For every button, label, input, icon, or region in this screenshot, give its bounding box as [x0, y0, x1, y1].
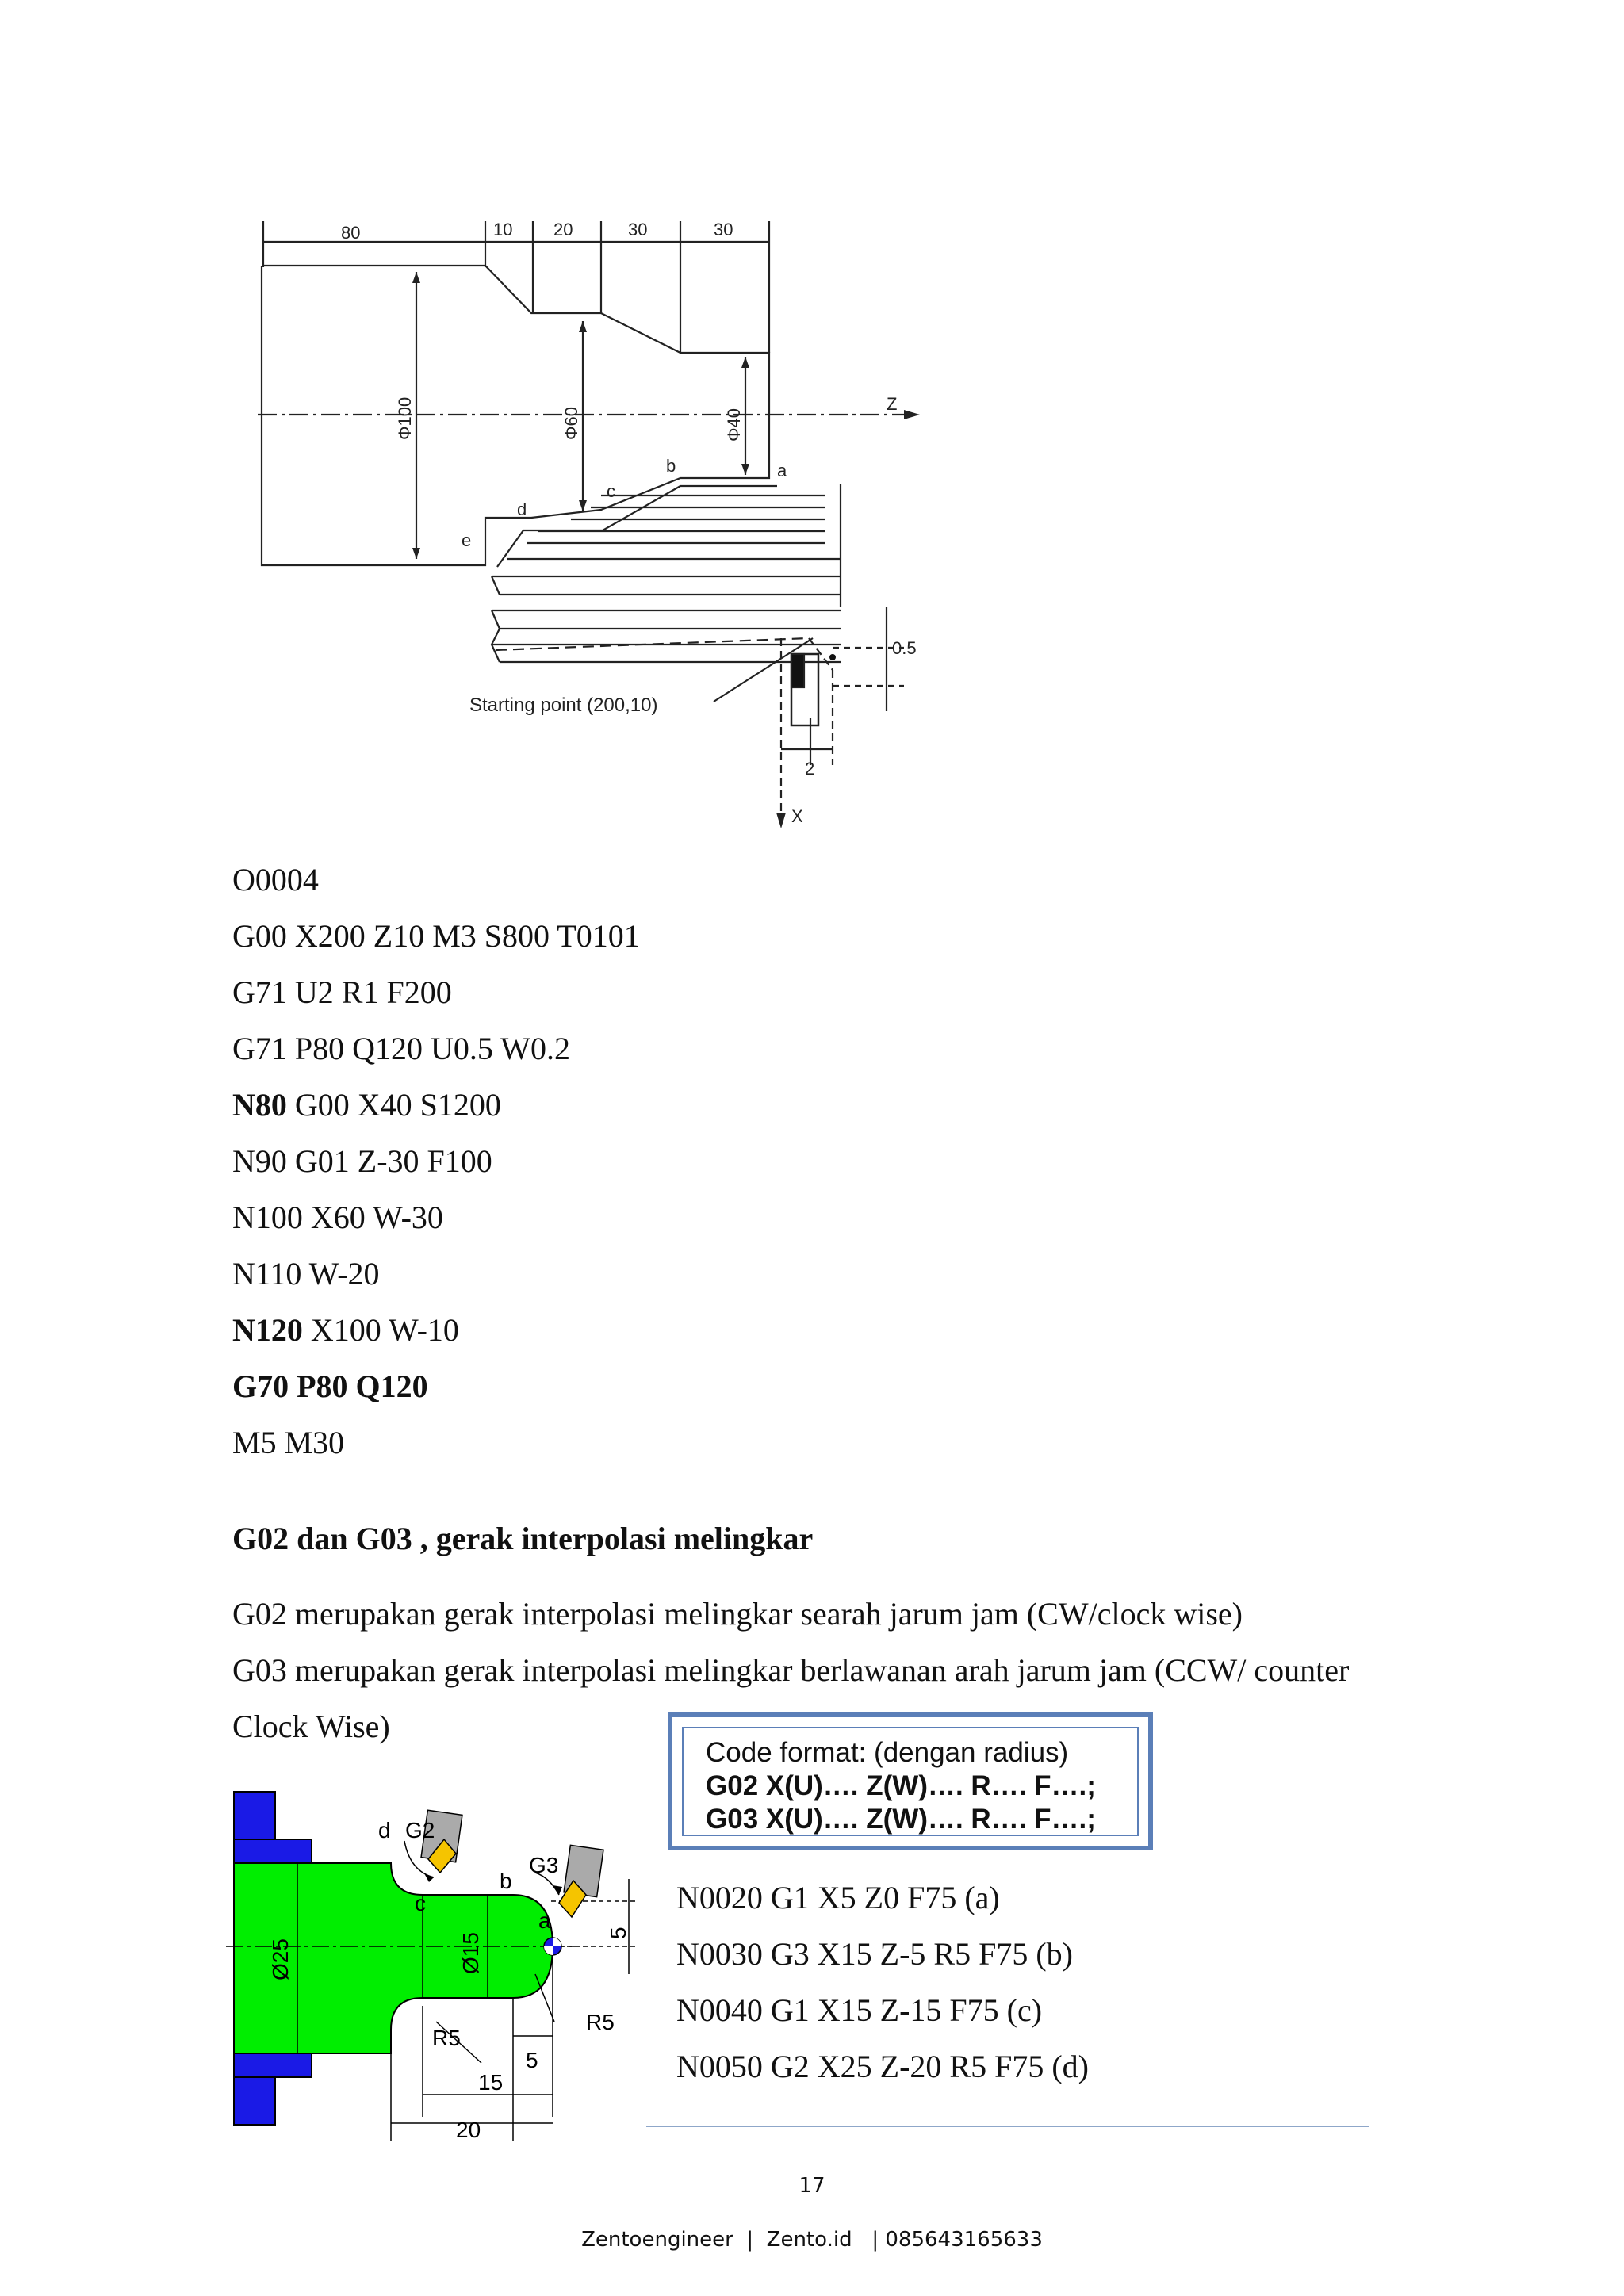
program-line: N120 X100 W-10 — [232, 1312, 459, 1348]
program-line: G00 X200 Z10 M3 S800 T0101 — [232, 918, 640, 954]
program-line: N90 G01 Z-30 F100 — [232, 1143, 492, 1179]
g2-label: G2 — [405, 1818, 435, 1843]
axis-x: X — [791, 806, 803, 826]
axis-z: Z — [887, 394, 898, 414]
dia-15-label: Ø15 — [458, 1932, 483, 1974]
example-list — [676, 1879, 1089, 2086]
program-line: G71 P80 Q120 U0.5 W0.2 — [232, 1031, 570, 1066]
dim-0-5: 0.5 — [892, 638, 917, 658]
footer-contact: Zentoengineer | Zento.id | 085643165633 — [581, 2228, 1043, 2252]
radius-label-2: R5 — [586, 2010, 615, 2034]
paragraph-line-3: Clock Wise) — [232, 1709, 390, 1744]
dia-25-label: Ø25 — [268, 1938, 293, 1980]
dim-5-vertical: 5 — [606, 1927, 630, 1939]
finish-contour — [497, 486, 777, 567]
program-line: G71 U2 R1 F200 — [232, 974, 452, 1010]
paragraph-line-2: G03 merupakan gerak interpolasi melingkar berlawanan arah jarum jam (CCW/ counter — [232, 1652, 1350, 1688]
g3-label: G3 — [529, 1853, 559, 1877]
g71-turning-drawing — [222, 210, 952, 836]
g02-g03-drawing — [226, 1784, 654, 2149]
section-heading: G02 dan G03 , gerak interpolasi melingkar — [232, 1521, 814, 1556]
dim-30a: 30 — [628, 220, 648, 239]
point-d-label: d — [378, 1818, 391, 1843]
code-format-g02: G02 X(U)…. Z(W)…. R…. F….; — [706, 1770, 1096, 1801]
program-line: N80 G00 X40 S1200 — [232, 1087, 501, 1123]
dim-80: 80 — [341, 223, 361, 243]
radius-label-1: R5 — [432, 2026, 461, 2050]
point-c-label: c — [415, 1891, 426, 1915]
dia-40: Φ40 — [724, 408, 744, 442]
code-format-box — [668, 1712, 1153, 1850]
dim-2: 2 — [805, 759, 815, 779]
dia-60: Φ60 — [561, 406, 581, 440]
point-c: c — [607, 481, 615, 501]
dia-100: Φ100 — [395, 396, 415, 440]
example-line: N0020 G1 X5 Z0 F75 (a) — [676, 1880, 1000, 1915]
tool-g3 — [559, 1845, 603, 1917]
program-line: N100 X60 W-30 — [232, 1200, 443, 1235]
point-e: e — [462, 530, 472, 550]
example-line: N0040 G1 X15 Z-15 F75 (c) — [676, 1992, 1043, 2028]
dim-15-label: 15 — [478, 2070, 504, 2095]
program-line: G70 P80 Q120 — [232, 1368, 428, 1404]
example-line: N0030 G3 X15 Z-5 R5 F75 (b) — [676, 1936, 1073, 1972]
dim-20: 20 — [553, 220, 573, 239]
code-format-g03: G03 X(U)…. Z(W)…. R…. F….; — [706, 1804, 1096, 1835]
example-line: N0050 G2 X25 Z-20 R5 F75 (d) — [676, 2049, 1089, 2084]
program-line: N110 W-20 — [232, 1256, 380, 1292]
program-line: O0004 — [232, 862, 319, 897]
code-format-title: Code format: (dengan radius) — [706, 1737, 1069, 1768]
point-a: a — [777, 461, 787, 480]
point-b: b — [666, 456, 676, 476]
point-b-label: b — [500, 1869, 512, 1893]
program-line: M5 M30 — [232, 1425, 345, 1460]
point-d: d — [517, 499, 527, 519]
page-number: 17 — [799, 2174, 825, 2198]
separator-line — [646, 2126, 1369, 2127]
dim-20-label: 20 — [456, 2118, 481, 2142]
paragraph-line-1: G02 merupakan gerak interpolasi melingkar searah jarum jam (CW/clock wise) — [232, 1596, 1243, 1632]
dim-30b: 30 — [714, 220, 733, 239]
dim-5-horizontal: 5 — [526, 2048, 538, 2072]
dim-10: 10 — [493, 220, 513, 239]
program-listing — [232, 861, 640, 1462]
starting-point-label: Starting point (200,10) — [469, 695, 658, 716]
point-a-label: a — [538, 1908, 551, 1933]
